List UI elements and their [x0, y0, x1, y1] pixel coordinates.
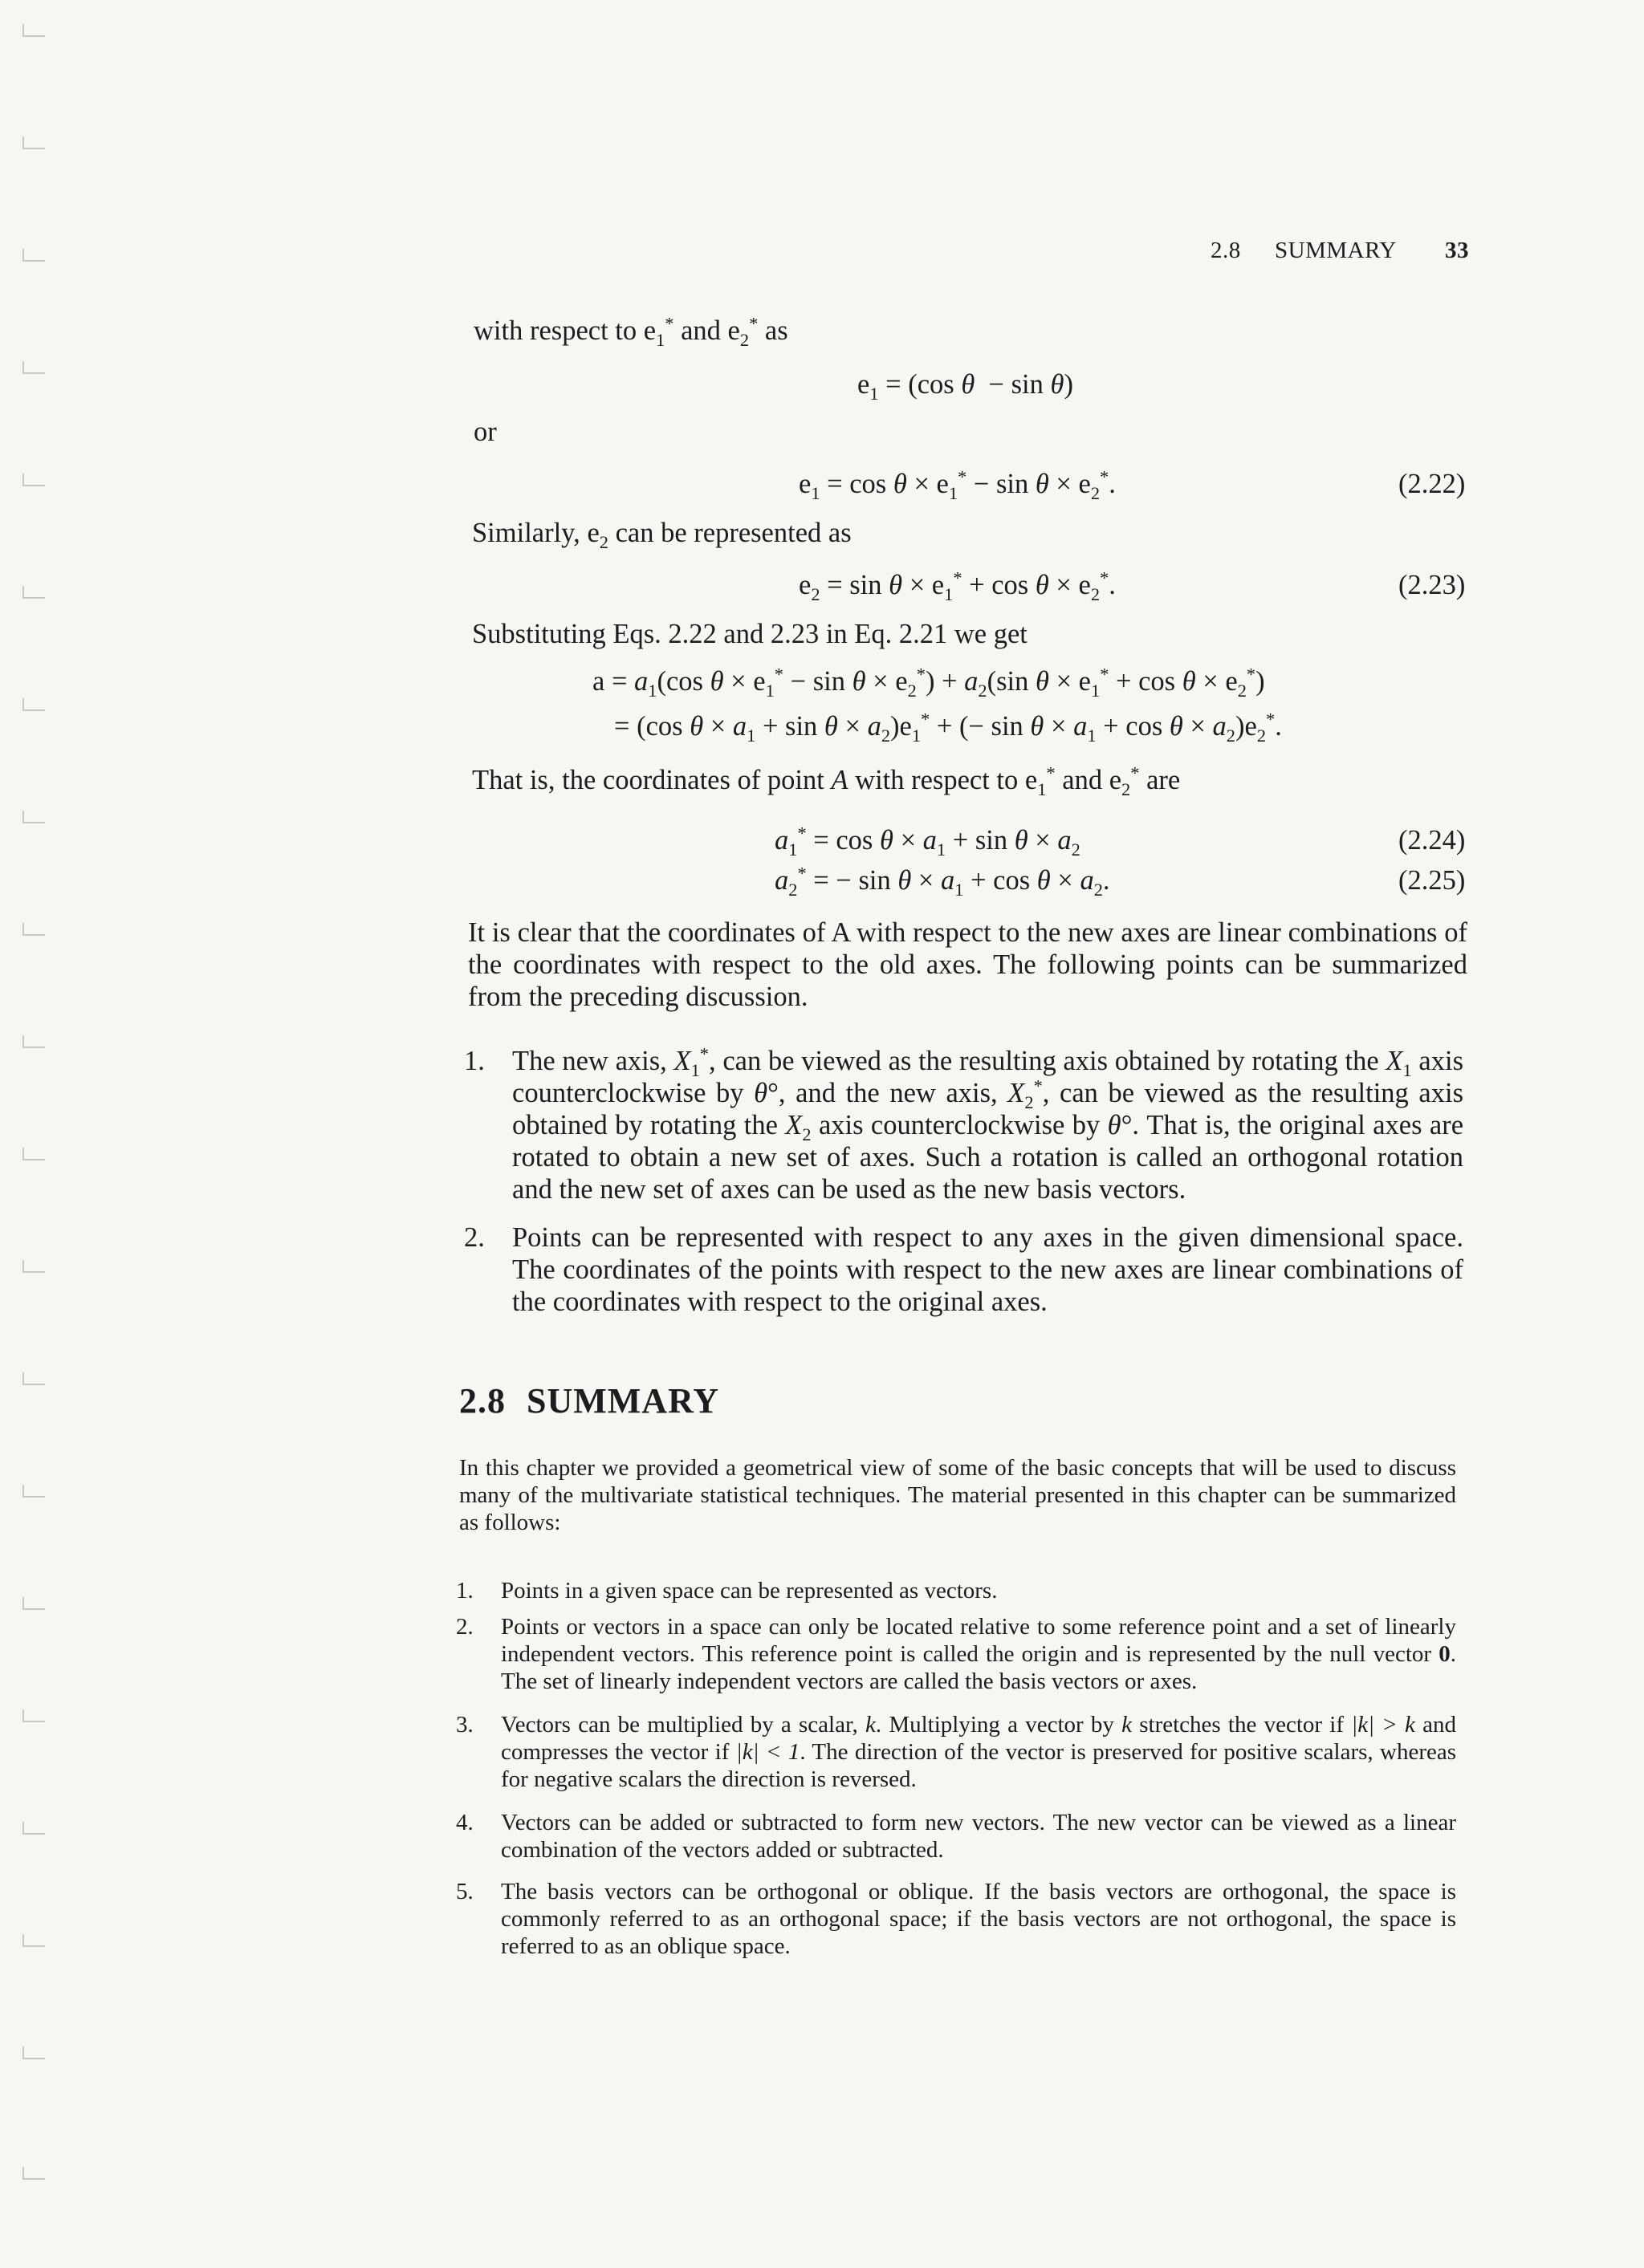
equation-a-line2: = (cos $\theta \times a_1 + \sin \theta \times a_2)e_1^*$ + (− $\sin \theta \times a_1 + \cos \theta \times a_2)e_2^*$. — [614, 709, 1282, 746]
summary3-cond2: |k| < 1 — [735, 1739, 800, 1765]
or-word: or — [474, 417, 497, 447]
equation-2-22: $e_1 = \cos \theta \times e_1^* - \sin \theta \times e_2^*$. — [799, 466, 1116, 503]
equation-number-2-23: (2.23) — [1398, 570, 1466, 600]
list-item-text — [501, 1613, 1456, 1695]
summary3-k2: k — [1121, 1712, 1133, 1738]
point1-part-c: axis counterclockwise by — [512, 1046, 1463, 1108]
list-item-text: The basis vectors can be orthogonal or oblique. If the basis vectors are orthogonal, the space is commonly referred to as an orthogonal space; if the basis vectors are not orthogonal, the space is referred to as an oblique space. — [501, 1879, 1456, 1959]
summary3-k: k — [865, 1712, 876, 1738]
section-heading — [459, 1380, 719, 1421]
similarly-text-b: can be represented as — [615, 518, 852, 548]
equation-2-23: $e_2 = \sin \theta \times e_1^* + \cos \theta \times e_2^*$. — [799, 567, 1116, 604]
list-item — [464, 1221, 1467, 1326]
summary-intro: In this chapter we provided a geometrical view of some of the basic concepts that will be used to discuss many of the multivariate statistical techniques. The material presented in this chapter can be summarized as follows: — [459, 1455, 1456, 1535]
point1-part-g: . That is, the original axes are rotated to obtain a new set of axes. Such a rotation is called an orthogonal rotation and the new set of axes can be used as the new basis vectors. — [512, 1110, 1464, 1205]
equation-e1-vector: $e_1 = (\cos$ θ − sin θ) — [857, 369, 1073, 404]
equation-number-2-25: (2.25) — [1398, 865, 1466, 896]
intro-text: with respect to — [474, 315, 637, 346]
list-item-number: 2. — [464, 1222, 485, 1253]
header-title: SUMMARY — [1275, 238, 1397, 263]
equation-number-2-24: (2.24) — [1398, 825, 1466, 856]
point1-part-b: , can be viewed as the resulting axis obtained by rotating the — [709, 1046, 1379, 1076]
list-item-text — [501, 1711, 1456, 1793]
list-item — [456, 1577, 1456, 1606]
equation-number-2-22: (2.22) — [1398, 469, 1466, 499]
summary3-part-g: and compresses the vector if — [501, 1712, 1457, 1765]
summary3-part-a: Vectors can be multiplied by a scalar, — [501, 1712, 858, 1738]
that-is-line: That is, the coordinates of point A with respect to $e_1^*$ and $e_2^*$ are — [472, 762, 1181, 799]
that-is-text-a: That is, the coordinates of point — [472, 765, 824, 795]
point1-part-d: , and the new axis, — [778, 1078, 998, 1108]
list-item-number: 3. — [456, 1712, 474, 1738]
section-number: 2.8 — [459, 1381, 506, 1421]
list-item-text: Points can be represented with respect to any axes in the given dimensional space. The coordinates of the points with respect to the new axes are linear combinations of the coordinates with respect to the original axes. — [512, 1222, 1463, 1317]
point1-part-f: axis counterclockwise by — [818, 1110, 1101, 1140]
equation-a-line1: $a = a_1(\cos$ $\theta \times e_1^* - \sin \theta \times e_2^*) + a_2(\sin$ $\theta \times e_1^* + \cos \theta \times e_2^*$) — [592, 664, 1265, 701]
point1-part-a: The new axis, — [512, 1046, 667, 1076]
list-item-number: 4. — [456, 1810, 474, 1835]
similarly-line: Similarly, $e_2$ can be represented as — [472, 518, 852, 552]
summary3-part-c: . Multiplying a vector by — [875, 1712, 1114, 1738]
that-is-text-c: are — [1146, 765, 1181, 795]
summary2-part-c: . The set of linearly independent vectors are called the basis vectors or axes. — [501, 1641, 1456, 1694]
similarly-text-a: Similarly, — [472, 518, 580, 548]
header-section-number: 2.8 — [1211, 238, 1241, 263]
list-item-number: 2. — [456, 1614, 474, 1640]
list-item — [456, 1878, 1456, 1963]
equation-2-24: $a_1^* = \cos \theta \times a_1 + \sin \theta \times a_2$ — [775, 823, 1080, 860]
list-item — [456, 1809, 1456, 1867]
paragraph-clear: It is clear that the coordinates of A with respect to the new axes are linear combinations of the coordinates with respect to the old axes. The following points can be summarized from the preceding discussion. — [468, 917, 1467, 1012]
as-word: as — [764, 315, 788, 346]
page-number: 33 — [1445, 238, 1469, 263]
section-title: SUMMARY — [527, 1381, 720, 1421]
list-item-number: 1. — [464, 1046, 485, 1076]
list-item-text: Vectors can be added or subtracted to form new vectors. The new vector can be viewed as a linear combination of the vectors added or subtracted. — [501, 1810, 1456, 1863]
equation-2-25: $a_2^*$ = − $\sin \theta \times a_1 + \cos \theta \times a_2$. — [775, 863, 1110, 900]
summary3-part-e: stretches the vector if — [1139, 1712, 1344, 1738]
that-is-text-b: with respect to — [855, 765, 1019, 795]
substituting-line: Substituting Eqs. 2.22 and 2.23 in Eq. 2.21 we get — [472, 619, 1028, 649]
summary3-part-i: . The direction of the vector is preserved for positive scalars, whereas for negative scalars the direction is reversed. — [501, 1739, 1457, 1792]
and-word: and — [681, 315, 721, 346]
list-item — [464, 1045, 1467, 1213]
list-item — [456, 1613, 1456, 1698]
summary2-part-a: Points or vectors in a space can only be located relative to some reference point and a set of linearly independent vectors. This reference point is called the origin and is represented by the null vector — [501, 1614, 1456, 1667]
left-margin-marks — [22, 0, 55, 2268]
list-item — [456, 1711, 1456, 1796]
list-item-number: 1. — [456, 1578, 474, 1603]
point1-part-e: , can be viewed as the resulting axis obtained by rotating the — [512, 1078, 1463, 1140]
summary2-null-vector: 0 — [1438, 1641, 1451, 1667]
list-item-text: The new axis, $X_1^*$, can be viewed as the resulting axis obtained by rotating the $X_1$ axis counterclockwise by θ°, and the new axis, $X_2^*$, can be viewed as the resulting axis obtained by rotating the $X_2$ axis counterclockwise by θ°. That is, the original axes are rotated to obtain a new set of axes. Such a rotation is called an orthogonal rotation and the new set of axes can be used as the new basis vectors. — [512, 1043, 1464, 1205]
list-item-number: 5. — [456, 1879, 474, 1904]
that-is-and: and — [1062, 765, 1103, 795]
list-item-text: Points in a given space can be represented as vectors. — [501, 1578, 998, 1603]
intro-line: with respect to $e_1^*$ and $e_2^*$ as — [474, 313, 788, 350]
summary3-cond1: |k| > k — [1351, 1712, 1415, 1738]
